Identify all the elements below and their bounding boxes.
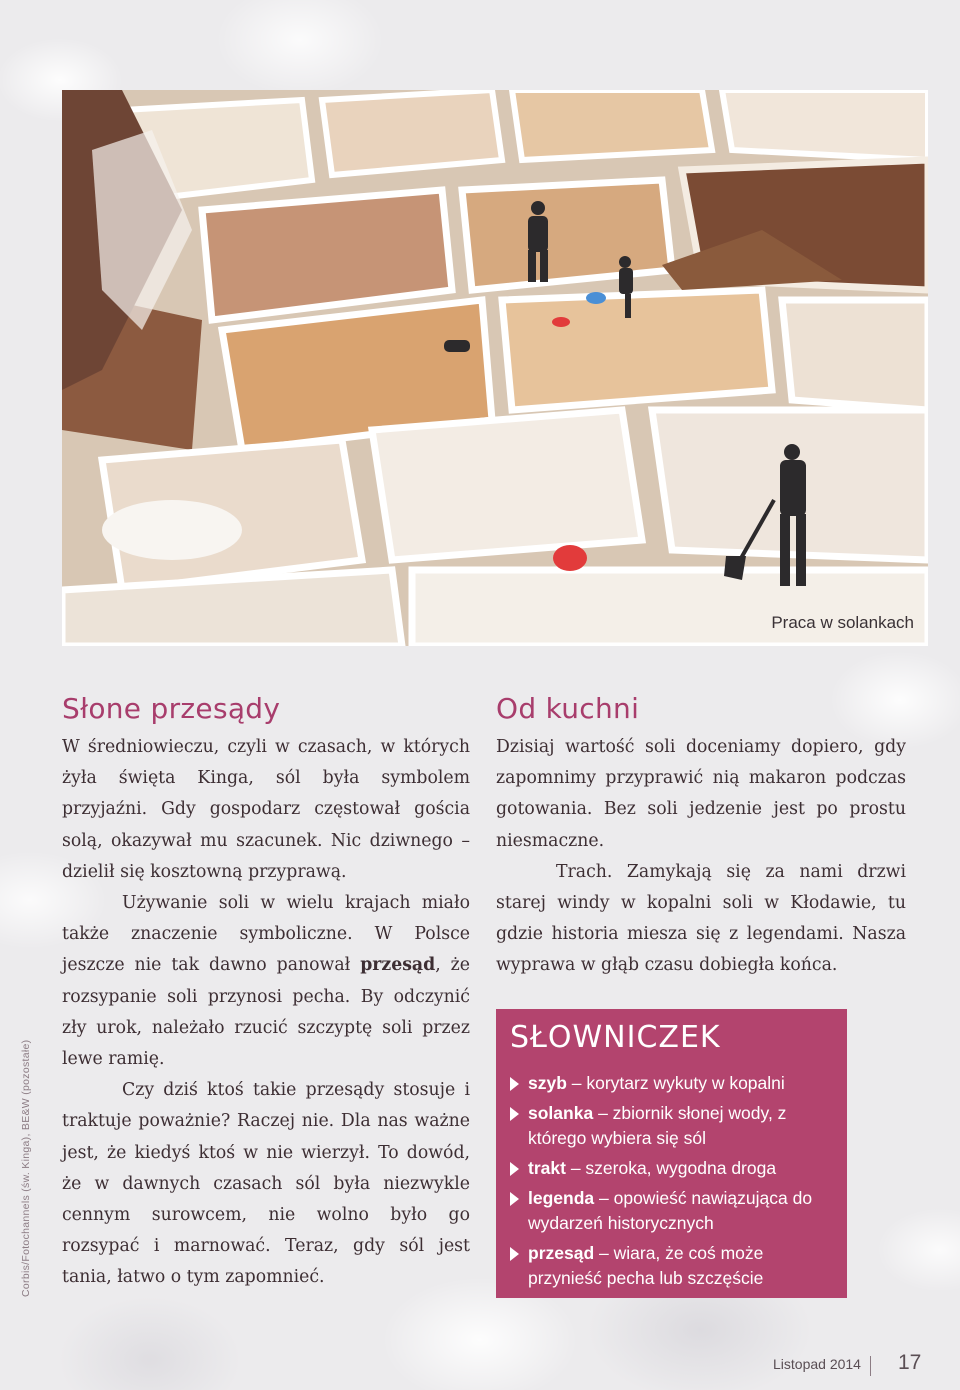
glossary-item: szyb – korytarz wykuty w kopalni bbox=[510, 1071, 833, 1096]
glossary-title: SŁOWNICZEK bbox=[510, 1020, 721, 1055]
salt-pans-illustration bbox=[62, 90, 928, 646]
glossary-item: trakt – szeroka, wygodna droga bbox=[510, 1156, 833, 1181]
right-column bbox=[496, 690, 906, 982]
page-number: 17 bbox=[898, 1351, 922, 1374]
heading-slone-przesady: Słone przesądy bbox=[62, 692, 281, 725]
footer-divider bbox=[870, 1356, 871, 1376]
left-paragraph-1: W średniowieczu, czyli w czasach, w których żyła święta Kinga, sól była symbolem przyjaźni. Gdy gospodarz częstował gościa solą, okazywał mu szacunek. Nic dziwnego – dzielił się kosztowną przyprawą. bbox=[62, 737, 470, 882]
photo-caption: Praca w solankach bbox=[771, 613, 914, 632]
salt-pans-photo bbox=[62, 90, 928, 646]
photo-credit: Corbis/Fotochannels (św. Kinga), BE&W (pozostałe) bbox=[20, 1039, 32, 1297]
triangle-bullet-icon bbox=[510, 1107, 519, 1121]
right-paragraph-2: Trach. Zamykają się za nami drzwi starej windy w kopalni soli w Kłodawie, tu gdzie historia miesza się z legendami. Nasza wyprawa w głąb czasu dobiegła końca. bbox=[496, 861, 906, 976]
glossary-item: solanka – zbiornik słonej wody, z którego wybiera się sól bbox=[510, 1101, 833, 1151]
heading-od-kuchni: Od kuchni bbox=[496, 692, 640, 725]
glossary-item: przesąd – wiara, że coś może przynieść pecha lub szczęście bbox=[510, 1241, 833, 1291]
right-paragraph-1: Dzisiaj wartość soli doceniamy dopiero, gdy zapomnimy przyprawić nią makaron podczas gotowania. Bez soli jedzenie jest po prostu niesmaczne. bbox=[496, 737, 906, 851]
footer-issue: Listopad 2014 bbox=[773, 1356, 861, 1372]
glossary-box bbox=[496, 1009, 847, 1298]
triangle-bullet-icon bbox=[510, 1247, 519, 1261]
left-paragraph-3: Czy dziś ktoś takie przesądy stosuje i traktuje poważnie? Raczej nie. Dla nas ważne jest, że kiedyś ktoś w nie wierzył. To dowód, że w dawnych czasach sól była niezwykle cennym surowcem, nie wolno było go rozsypać i marnować. Teraz, gdy sól jest tania, łatwo o tym zapomnieć. bbox=[62, 1080, 470, 1288]
glossary-item: legenda – opowieść nawiązująca do wydarzeń historycznych bbox=[510, 1186, 833, 1236]
bold-term-przesad: przesąd bbox=[360, 955, 436, 976]
triangle-bullet-icon bbox=[510, 1162, 519, 1176]
left-column bbox=[62, 690, 470, 1294]
left-paragraph-2: Używanie soli w wielu krajach miało także znaczenie symboliczne. W Polsce jeszcze nie tak dawno panował przesąd, że rozsypanie soli przynosi pecha. By odczynić zły urok, należało rzucić szczyptę soli przez lewe ramię. bbox=[62, 893, 470, 1070]
triangle-bullet-icon bbox=[510, 1192, 519, 1206]
triangle-bullet-icon bbox=[510, 1077, 519, 1091]
